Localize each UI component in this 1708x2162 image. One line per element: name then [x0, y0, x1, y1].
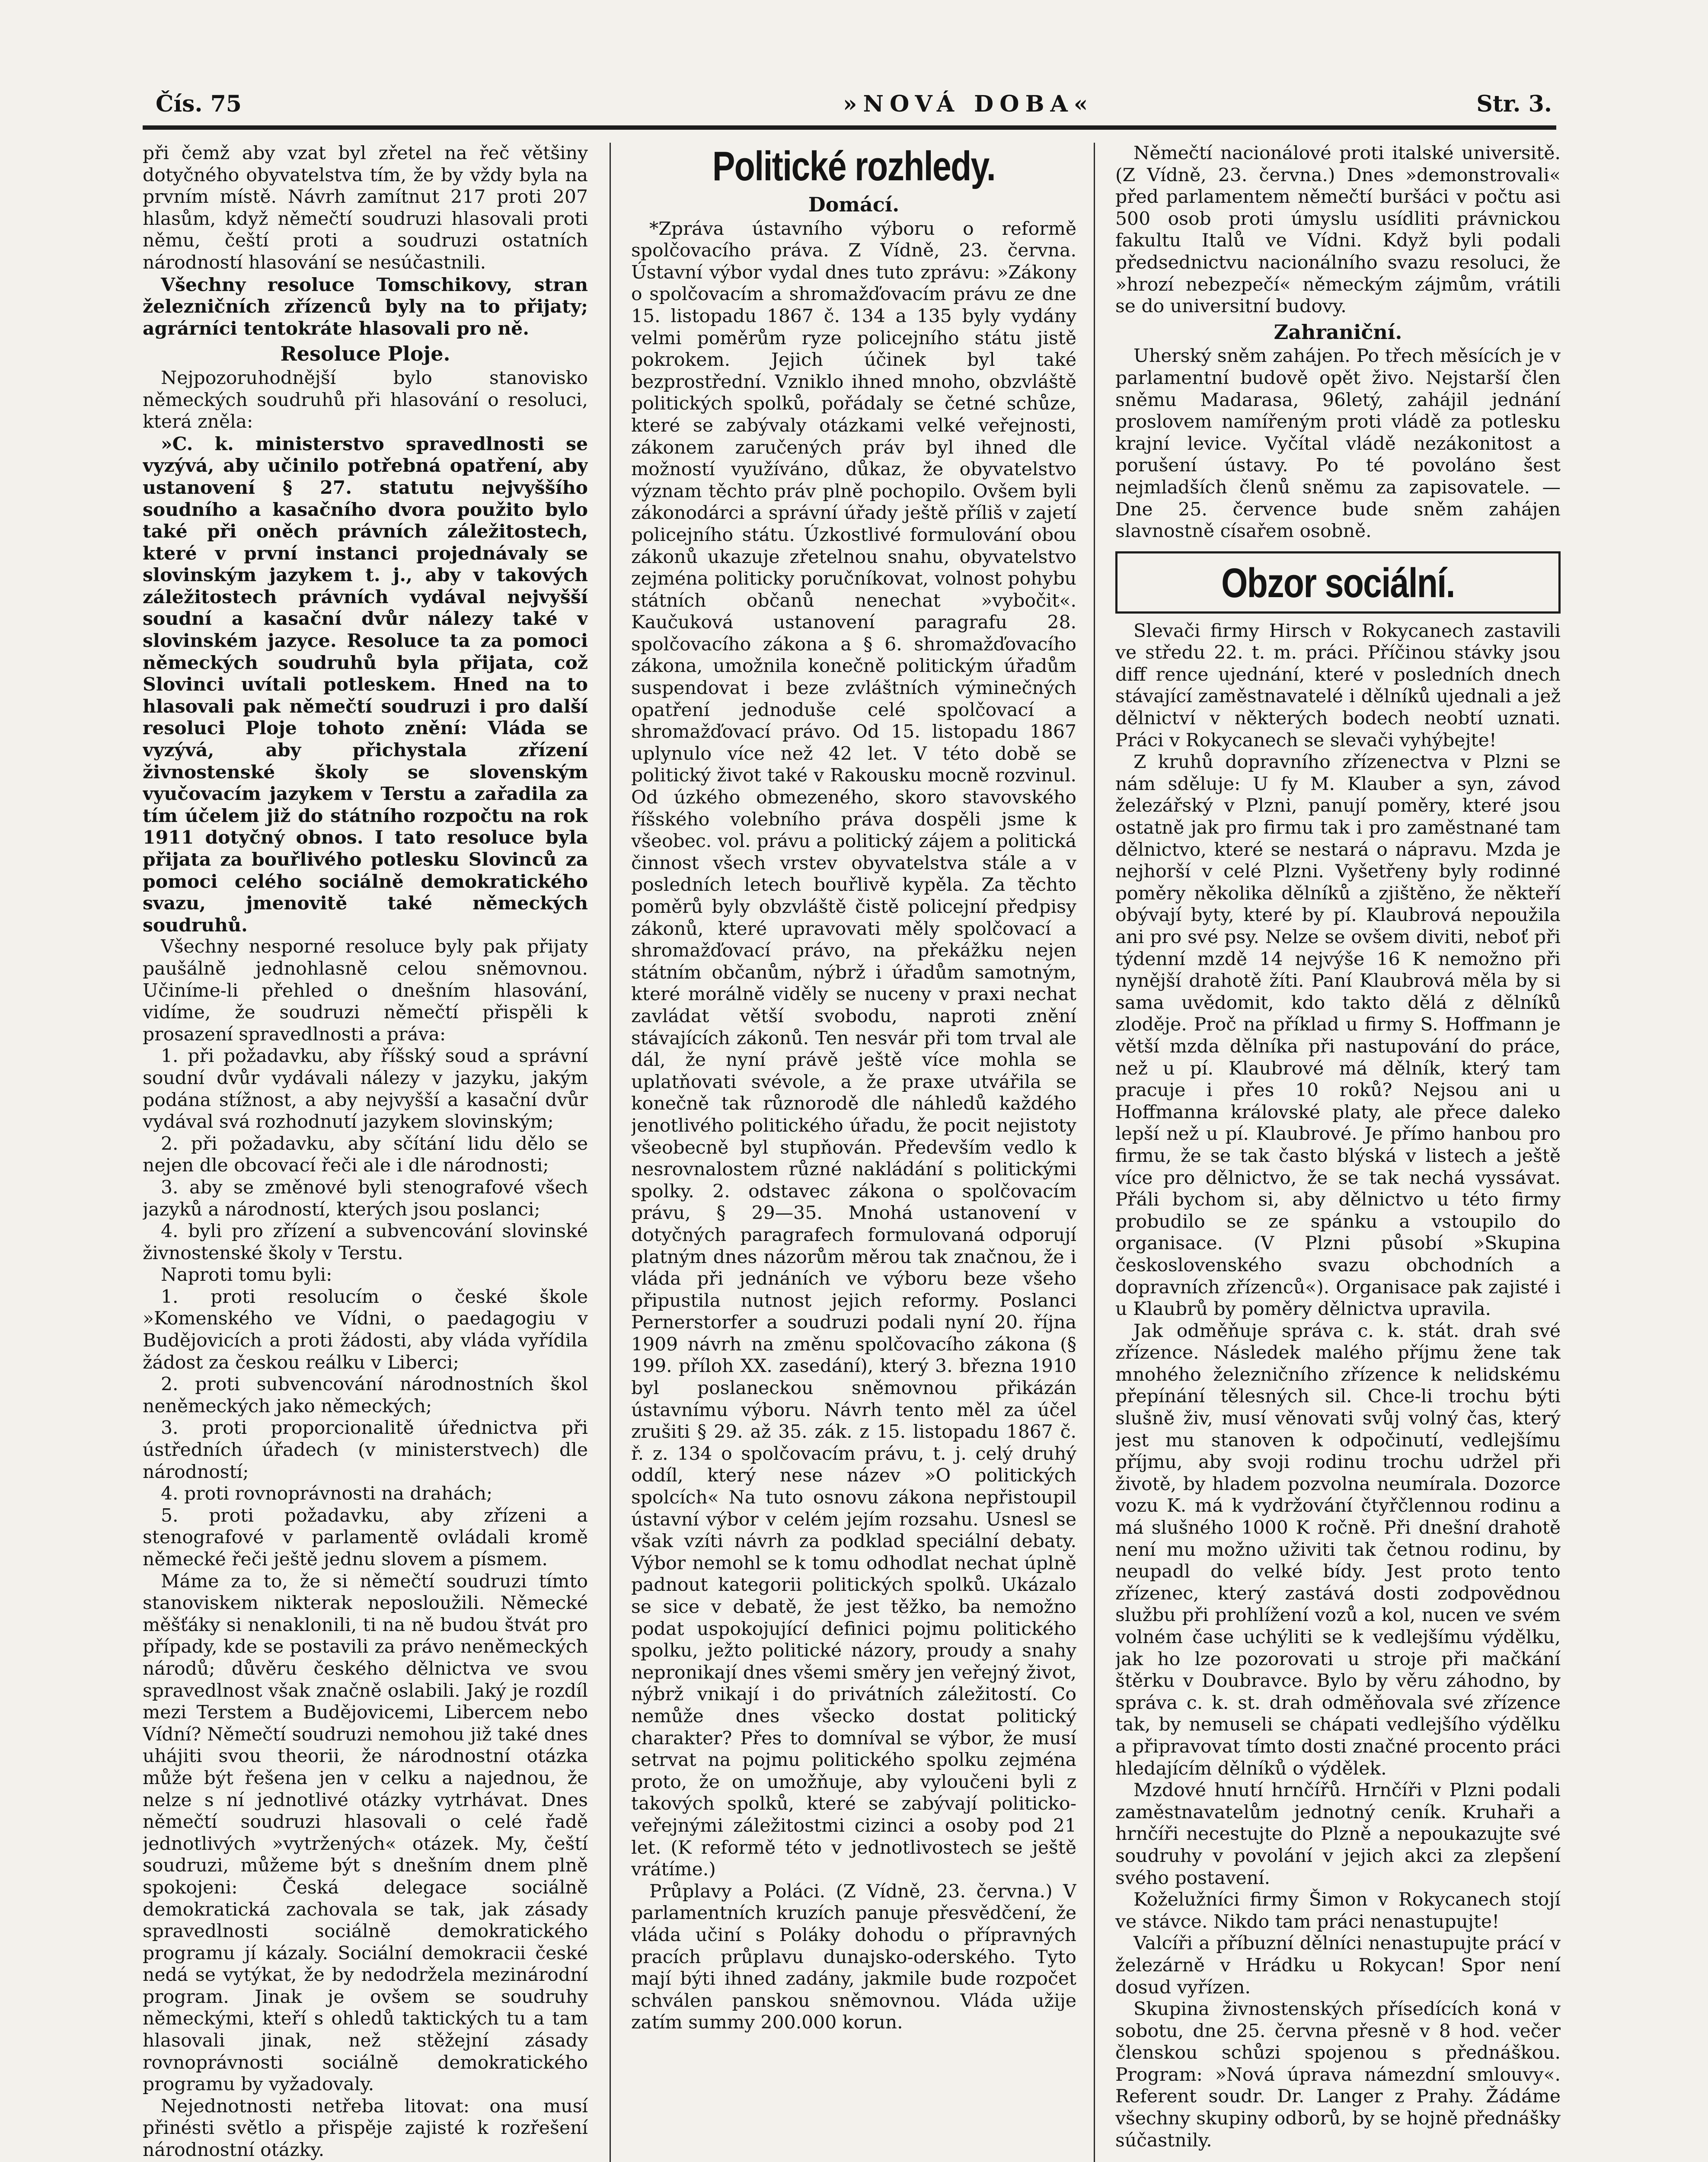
column-3 — [1115, 143, 1561, 2162]
list-item: 1. při požadavku, aby říšský soud a správní soudní dvůr vydávali nálezy v jazyku, jakým podána stížnost, a aby nejvyšší a kasační dvůr vydával svá rozhodnutí jazykem slovinským; — [143, 1046, 588, 1133]
list-item: 2. při požadavku, aby sčítání lidu dělo se nejen dle obcovací řeči ale i dle národnosti; — [143, 1133, 588, 1177]
section-heading-politicke-rozhledy: Politické rozhledy. — [712, 143, 996, 189]
article-paragraph: Z kruhů dopravního zřízenectva v Plzni se nám sděluje: U fy M. Klauber a syn, závod železářský v Plzni, panují poměry, které jsou ostatně jak pro firmu tak i pro zaměstnané tam dělnictvo, které se nestará o nápravu. Mzda je nejhorší v celé Plzni. Vyšetřeny byly rodinné poměry několika dělníků a zjištěno, že někteří obývají byty, které by pí. Klaubrová nepoužila ani pro své psy. Nelze se ovšem diviti, neboť při týdenní mzdě 14 nejvýše 16 K nemožno při nynější drahotě žíti. Paní Klaubrová měla by si sama uvědomit, kdo takto dělá z dělníků zloděje. Proč na příklad u firmy S. Hoffmann je větší mzda dělníka při nastupování do práce, než u pí. Klaubrové má dělník, který tam pracuje i přes 10 roků? Nejsou ani u Hoffmanna královské platy, ale přece daleko lepší než u pí. Klaubrové. Je přímo hanbou pro firmu, že se tak často blýská v listech a ještě více pro dělnictvo, že se tak nechá vyssávat. Přáli bychom si, aby dělnictvo u této firmy probudilo se ze spánku a vstoupilo do organisace. (V Plzni působí »Skupina československého svazu obchodních a dopravních zřízenců«). Organisace pak zajisté i u Klaubrů by poměry dělnictva upravila. — [1115, 752, 1561, 1320]
article-paragraph: Koželužníci firmy Šimon v Rokycanech stojí ve stávce. Nikdo tam práci nenastupujte! — [1115, 1889, 1561, 1932]
newspaper-title: »NOVÁ DOBA« — [843, 91, 1094, 117]
section-subheading: Domácí. — [808, 193, 900, 216]
list-item: 4. byli pro zřízení a subvencování slovinské živnostenské školy v Terstu. — [143, 1221, 588, 1264]
article-paragraph: Všechny resoluce Tomschikovy, stran železničních zřízenců byly na to přijaty; agrárníci tentokráte hlasovali pro ně. — [143, 274, 588, 339]
column-1 — [143, 143, 588, 2162]
column-divider — [1094, 143, 1095, 2162]
article-paragraph: Naproti tomu byli: — [161, 1264, 332, 1286]
masthead — [143, 78, 1556, 125]
list-item: 1. proti resolucím o české škole »Komenského ve Vídni, o paedagogiu v Budějovicích a proti žádosti, aby vláda vyřídila žádost za českou reálku v Liberci; — [143, 1286, 588, 1373]
list-item: 5. proti požadavku, aby zřízeni a stenografové v parlamentě ovládali kromě německé řeči ještě jednu slovem a písmem. — [143, 1505, 588, 1570]
section-heading-obzor-socialni: Obzor sociální. — [1221, 560, 1455, 606]
list-item: 2. proti subvencování národnostních škol neněmeckých jako německých; — [143, 1374, 588, 1417]
masthead-rule — [143, 125, 1556, 130]
article-paragraph: Valcíři a příbuzní dělníci nenastupujte prácí v železárně v Hrádku u Rokycan! Spor není dosud vyřízen. — [1115, 1933, 1561, 1998]
list-item: 4. proti rovnoprávnosti na drahách; — [161, 1483, 493, 1505]
list-item: 3. proti proporcionalitě úřednictva při ústředních úřadech (v ministerstvech) dle národností; — [143, 1417, 588, 1483]
article-paragraph: Všechny nesporné resoluce byly pak přijaty paušálně jednohlasně celou sněmovnou. Učiníme-li přehled o dnešním hlasování, vidíme, že soudruzi němečtí přispěli k prosazení spravedlnosti a práva: — [143, 936, 588, 1045]
article-paragraph: Uherský sněm zahájen. Po třech měsících je v parlamentní budově opět živo. Nejstarší člen sněmu Madarasa, 96letý, zahájil jednání proslovem namířeným proti vládě za potlesku krajní levice. Vyčítal vládě nezákonitost a porušení ústavy. Po té povoláno šest nejmladších členů sněmu za zapisovatele. — Dne 25. července bude sněm zahájen slavnostně císařem osobně. — [1115, 345, 1561, 542]
section-subheading: Zahraniční. — [1274, 320, 1402, 344]
article-paragraph: Mzdové hnutí hrnčířů. Hrnčíři v Plzni podali zaměstnavatelům jednotný ceník. Kruhaři a hrnčíři necestujte do Plzně a nepoukazujte své soudruhy v povolání v jejich akci za zlepšení svého postavení. — [1115, 1780, 1561, 1889]
column-divider — [610, 143, 611, 2162]
article-paragraph: Nejpozoruhodnější bylo stanovisko německých soudruhů při hlasování o resoluci, která zněla: — [143, 367, 588, 433]
article-paragraph: Průplavy a Poláci. (Z Vídně, 23. června.) V parlamentních kruzích panuje přesvědčení, že vláda učiní s Poláky dohodu o přípravných pracích průplavu dunajsko-oderského. Tyto mají býti ihned zadány, jakmile bude rozpočet schválen panskou sněmovnou. Vláda užije zatím summy 200.000 korun. — [631, 1881, 1076, 2034]
article-paragraph: Němečtí nacionálové proti italské universitě. (Z Vídně, 23. června.) Dnes »demonstrovali« před parlamentem němečtí buršáci v počtu asi 500 osob proti úmyslu usídliti právnickou fakultu Italů ve Vídni. Když byli podali předsednictvu nacionálního svazu resoluci, že »hrozí nebezpečí« německým zájmům, vrátili se do universitní budovy. — [1115, 143, 1561, 317]
newspaper-page — [143, 78, 1561, 2162]
article-paragraph: Jak odměňuje správa c. k. stát. drah své zřízence. Následek malého příjmu žene tak mnohého železničního zřízence k nelidskému přepínání tělesných sil. Chce-li trochu býti slušně živ, musí věnovati svůj volný čas, který jest mu stanoven k odpočinutí, vedlejšímu příjmu, aby svoji rodinu trochu udržel při životě, by hladem pozvolna neumírala. Dozorce vozu K. má k vydržování čtyřčlennou rodinu a má slušného 1000 K ročně. Při dnešní drahotě není mu možno uživiti tak četnou rodinu, by neupadl do velké bídy. Jest proto tento zřízenec, který zastává dosti zodpovědnou službu při prohlížení vozů a kol, nucen ve svém volném čase uchýliti se k vedlejšímu výdělku, jak ho lze pozorovati u stroje při mačkání štěrku v Doubravce. Bylo by věru záhodno, by správa c. k. st. drah odměňovala své zřízence tak, by nemuseli se chápati vedlejšího výdělku a připravovat tímto dosti značné procento práci hledajícím dělníků o výdělek. — [1115, 1320, 1561, 1779]
article-paragraph: při čemž aby vzat byl zřetel na řeč většiny dotyčného obyvatelstva tím, že by vždy byla na prvním místě. Návrh zamítnut 217 proti 207 hlasům, když němečtí soudruzi hlasovali proti němu, čeští proti a soudruzi ostatních národností hlasování se nesúčastnili. — [143, 143, 588, 273]
article-paragraph: Slevači firmy Hirsch v Rokycanech zastavili ve středu 22. t. m. práci. Příčinou stávky jsou diff rence ujednání, které v posledních dnech stávající zaměstnavatelé i dělníků ujednali a jež dělnictví v některých bodech neobtí uznati. Práci v Rokycanech se slevači vyhýbejte! — [1115, 620, 1561, 751]
article-paragraph: Nejednotnosti netřeba litovat: ona musí přinésti světlo a přispěje zajisté k rozřešení národnostní otázky. — [143, 2095, 588, 2161]
article-paragraph: Máme za to, že si němečtí soudruzi tímto stanoviskem nikterak neposloužili. Německé měšťáky si nenaklonili, ti na ně budou štvát pro případy, kde se postavili za právo neněmeckých národů; důvěru českého dělnictva ve svou spravedlnost však značně oslabili. Jaký je rozdíl mezi Terstem a Budějovicemi, Libercem nebo Vídní? Němečtí soudruzi nemohou již také dnes uhájiti svou theorii, že národnostní otázka může být řešena jen v celku a najednou, že nelze s ní jednotlivé otázky vytrhávat. Dnes němečtí soudruzi hlasovali o celé řadě jednotlivých »vytržených« otázek. My, čeští soudruzi, můžeme být s dnešním dnem plně spokojeni: Česká delegace sociálně demokratická zachovala se tak, jak zásady spravedlnosti sociálně demokratického programu jí kázaly. Sociální demokracii české nedá se vytýkat, že by nedodržela mezinárodní program. Jinak je ovšem se soudruhy německými, kteří s ohledů taktických tu a tam hlasovali jinak, než stěžejní zásady rovnoprávnosti sociálně demokratického programu by vyžadovaly. — [143, 1570, 588, 2095]
article-paragraph: Skupina živnostenských přísedících koná v sobotu, dne 25. června přesně v 8 hod. večer členskou schůzi spojenou s přednáškou. Program: »Nová úprava námezdní smlouvy«. Referent soudr. Dr. Langer z Prahy. Žádáme všechny skupiny odborů, by se hojně přednášky súčastnily. — [1115, 1999, 1561, 2151]
column-2 — [631, 143, 1076, 2162]
section-heading-box — [1115, 551, 1561, 614]
list-item: 3. aby se změnové byli stenografové všech jazyků a národností, kterých jsou poslanci; — [143, 1177, 588, 1220]
article-paragraph: »C. k. ministerstvo spravedlnosti se vyzývá, aby učinilo potřebná opatření, aby ustanovení § 27. statutu nejvyššího soudního a kasačního dvora použito bylo také při oněch právních záležitostech, které v první instanci projednávaly se slovinským jazykem t. j., aby v takových záležitostech právních vydával nejvyšší soudní a kasační dvůr nálezy také v slovinském jazyce. Resoluce ta za pomoci německých soudruhů byla přijata, což Slovinci uvítali potleskem. Hned na to hlasovali pak němečtí soudruzi i pro další resoluci Ploje tohoto znění: Vláda se vyzývá, aby přichystala zřízení živnostenské školy se slovenským vyučovacím jazykem v Terstu a zařadila za tím účelem již do státního rozpočtu na rok 1911 dotyčný obnos. I tato resoluce byla přijata za bouřlivého potlesku Slovinců za pomoci celého sociálně demokratického svazu, jmenovitě také německých soudruhů. — [143, 433, 588, 936]
section-subheading: Resoluce Ploje. — [280, 342, 450, 366]
article-paragraph: *Zpráva ústavního výboru o reformě spolčovacího práva. Z Vídně, 23. června. Ústavní výbor vydal dnes tuto zprávu: »Zákony o spolčovacím a shromažďovacím právu ze dne 15. listopadu 1867 č. 134 a 135 byly vydány velmi poměrům ryze policejního státu jistě pokrokem. Jejich účinek byl také bezprostřední. Vzniklo ihned mnoho, obzvláště politických spolků, pořádaly se četné schůze, které se zabývaly otázkami velké veřejnosti, zákonem zaručených práv byl ihned dle možností využíváno, důkaz, že obyvatelstvo význam těchto práv plně pochopilo. Ovšem byli zákonodárci a správní úřady ještě příliš v zajetí policejního státu. Úzkostlivé formulování obou zákonů ukazuje zřetelnou snahu, obyvatelstvo zejména politicky poručníkovat, volnost pohybu státních občanů nenechat »vybočit«. Kaučuková ustanovení paragrafu 28. spolčovacího zákona a § 6. shromažďovacího zákona, umožnila konečně politickým úřadům suspendovat i beze zvláštních výminečných opatření jednoduše celé spolčovací a shromažďovací právo. Od 15. listopadu 1867 uplynulo více než 42 let. V této době se politický život také v Rakousku mocně rozvinul. Od úzkého obmezeného, skoro stavovského říšského volebního práva dospěli jsme k všeobec. vol. právu a politický zájem a politická činnost všech vrstev obyvatelstva stále a v posledních letech bouřlivě kypěla. Za těchto poměrů byly obzvláště čistě policejní předpisy zákonů, které upravovati měly spolčovací a shromažďovací právo, na překážku nejen státním občanům, nýbrž i úřadům samotným, které morálně viděly se nuceny v praxi nechat zavládat větší svobodu, naproti znění stávajících zákonů. Ten nesvár při tom trval ale dál, že nyní právě ještě více mohla se uplatňovati svévole, a že praxe utvářila se konečně tak různorodě dle náhledů každého jenotlivého politického úřadu, že pocit nejistoty všeobecně byl stupňován. Především vedlo k nesrovnalostem různé nakládání s politickými spolky. 2. odstavec zákona o spolčovacím právu, § 29—35. Mnohá ustanovení v dotyčných paragrafech formulovaná odporují platným dnes názorům měrou tak značnou, že i vláda při jednáních ve výboru beze všeho připustila nutnost jejich reformy. Poslanci Pernerstorfer a soudruzi podali nyní 20. října 1909 návrh na změnu spolčovacího zákona (§ 199. příloh XX. zasedání), který 3. března 1910 byl poslaneckou sněmovnou přikázán ústavnímu výboru. Návrh tento měl za účel zrušiti § 29. až 35. zák. z 15. listopadu 1867 č. ř. z. 134 o spolčovacím právu, t. j. celý druhý oddíl, který nese název »O politických spolcích« Na tuto osnovu zákona nepřistoupil ústavní výbor v celém jejím rozsahu. Usnesl se však vzíti návrh za podklad speciální debaty. Výbor nemohl se k tomu odhodlat nechat úplně padnout kategorii politických spolků. Ukázalo se sice v debatě, že jest těžko, ba nemožno podat uspokojující definici pojmu politického spolku, ježto politické názory, proudy a snahy nepronikají dnes všemi směry jen veřejný život, nýbrž vnikají i do privátních záležitostí. Co nemůže dnes všecko dostat politický charakter? Přes to domníval se výbor, že musí setrvat na pojmu politického spolku zejména proto, že on umožňuje, aby vyloučeni byli z takových spolků, které se zabývají politicko-veřejnými záležitostmi cizinci a osoby pod 21 let. (K reformě této v jednotlivostech se ještě vrátíme.) — [631, 218, 1076, 1881]
issue-number: Čís. 75 — [156, 91, 242, 117]
page-number: Str. 3. — [1476, 91, 1552, 117]
